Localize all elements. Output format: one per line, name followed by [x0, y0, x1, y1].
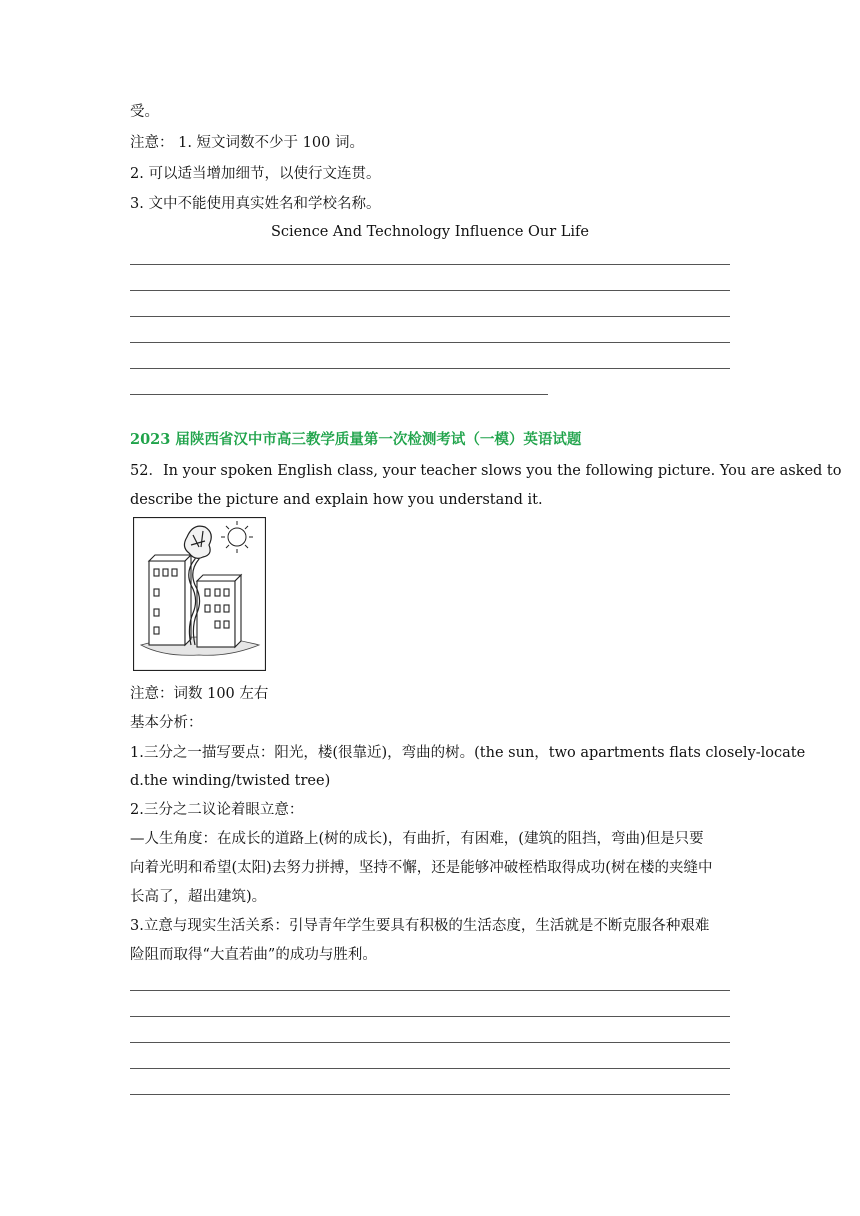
building-right: [197, 575, 241, 647]
note-requirement-2: 2. 可以适当增加细节，以使行文连贯。: [130, 166, 381, 182]
writing-line: [130, 394, 548, 395]
writing-line: [130, 290, 730, 291]
writing-line: [130, 1094, 730, 1095]
note-word-count: 注意：词数 100 左右: [130, 686, 269, 702]
question-text-line: 52．In your spoken English class, your teacher slows you the following picture. You are asked to: [130, 463, 842, 479]
analysis-line: 长高了，超出建筑)。: [130, 889, 267, 905]
writing-line: [130, 1016, 730, 1017]
note-requirement-1: 注意： 1. 短文词数不少于 100 词。: [130, 135, 364, 151]
essay-title: Science And Technology Influence Our Life: [270, 224, 590, 240]
text-line: 受。: [130, 104, 159, 120]
writing-line: [130, 1042, 730, 1043]
analysis-line: 3.立意与现实生活关系：引导青年学生要具有积极的生活态度，生活就是不断克服各种艰难: [130, 918, 710, 934]
writing-line: [130, 316, 730, 317]
analysis-line: 向着光明和希望(太阳)去努力拼搏，坚持不懈，还是能够冲破桎梏取得成功(树在楼的夹缝中: [130, 860, 713, 876]
writing-line: [130, 1068, 730, 1069]
analysis-line: —人生角度：在成长的道路上(树的成长)，有曲折，有困难，(建筑的阻挡，弯曲)但是只要: [130, 831, 704, 847]
question-text-line: describe the picture and explain how you understand it.: [130, 492, 543, 508]
picture-illustration: [133, 517, 266, 671]
analysis-heading: 基本分析：: [130, 715, 203, 731]
section-heading: 2023 届陕西省汉中市高三教学质量第一次检测考试（一模）英语试题: [130, 431, 582, 448]
analysis-line: 险阻而取得“大直若曲”的成功与胜利。: [130, 947, 377, 963]
writing-line: [130, 342, 730, 343]
writing-line: [130, 264, 730, 265]
analysis-line: d.the winding/twisted tree): [130, 773, 331, 789]
writing-line: [130, 368, 730, 369]
analysis-line: 1.三分之一描写要点：阳光，楼(很靠近)，弯曲的树。(the sun，two apartments flats closely-locate: [130, 745, 806, 761]
note-requirement-3: 3. 文中不能使用真实姓名和学校名称。: [130, 196, 381, 212]
analysis-line: 2.三分之二议论着眼立意：: [130, 802, 304, 818]
building-left: [149, 555, 191, 645]
writing-line: [130, 990, 730, 991]
